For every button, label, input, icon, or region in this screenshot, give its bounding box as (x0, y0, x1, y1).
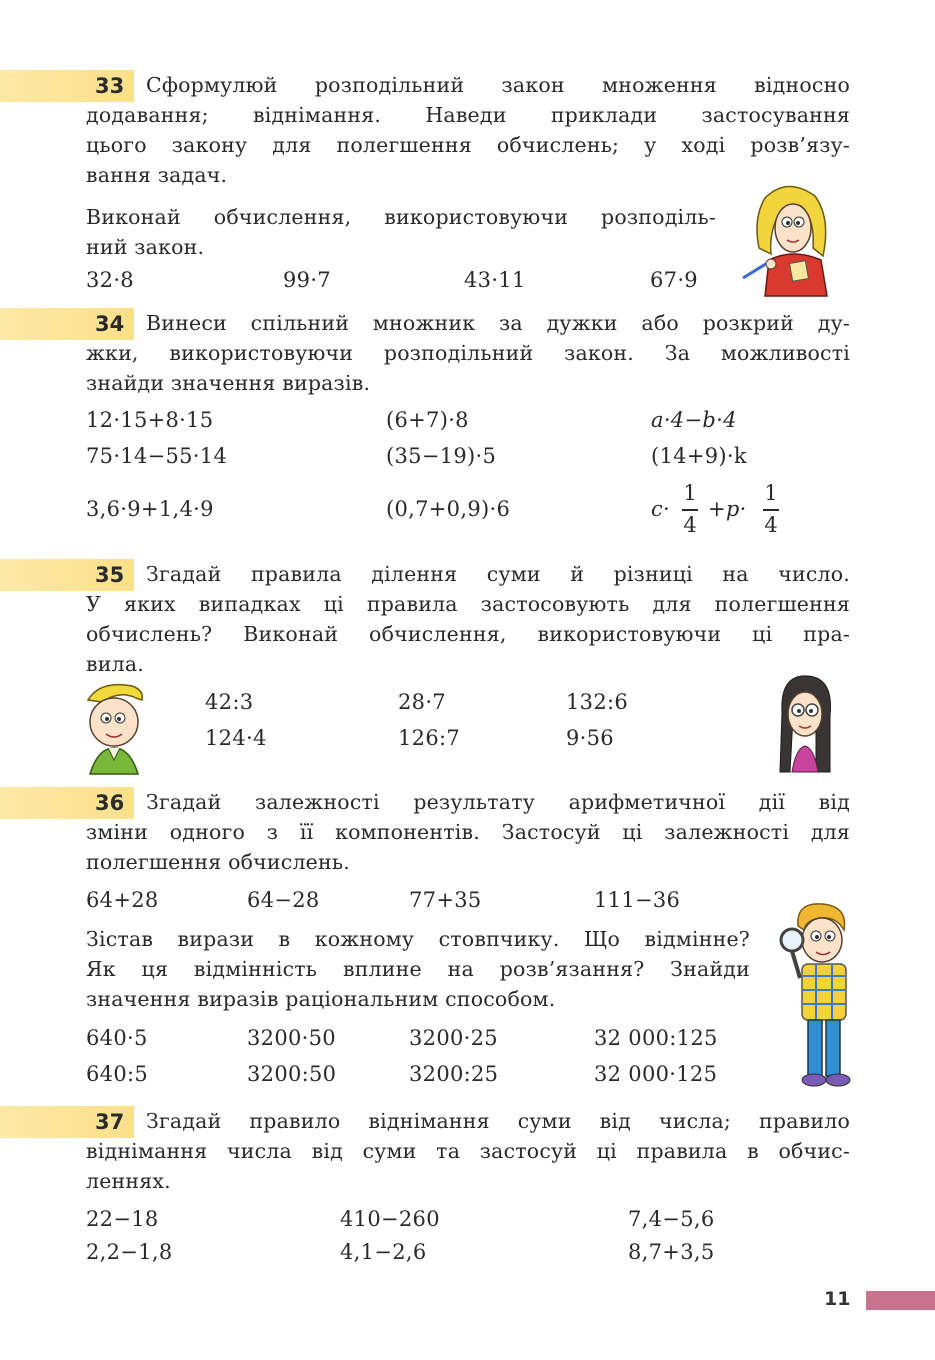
expr-36-4: 111−36 (594, 888, 681, 912)
frac-1-denominator: 4 (683, 513, 697, 537)
expr-35-6: 9·56 (566, 726, 614, 750)
boy-icon (80, 680, 150, 775)
task-36-sub-line-2: Як ця відмінність вплине на розв’язання? Знайди (86, 957, 750, 981)
expr2-36-1: 640·5 (86, 1026, 148, 1050)
expr-35-5: 126:7 (398, 726, 461, 750)
frac-1-bar (682, 509, 698, 511)
expr-34-4: 75·14−55·14 (86, 444, 228, 468)
frac-1-numerator: 1 (683, 481, 697, 505)
task-34-text-line-2: жки, використовуючи розподільний закон. За можливості (86, 341, 850, 365)
task-35-text-line-1: Згадай правила ділення суми й різниці на число. (146, 562, 850, 586)
task-36-text-line-2: зміни одного з її компонентів. Застосуй ці залежності для (86, 820, 850, 844)
expr-34-8: (0,7+0,9)·6 (386, 497, 511, 521)
expr-37-3: 7,4−5,6 (628, 1207, 715, 1231)
expr-35-4: 124·4 (205, 726, 267, 750)
task-33-sub-line-2: ний закон. (86, 235, 205, 259)
expr2-36-8: 32 000·125 (594, 1062, 718, 1086)
task-36-text-line-1: Згадай залежності результату арифметичної дії від (146, 790, 850, 814)
expr2-36-3: 3200·25 (409, 1026, 498, 1050)
task-35-text-line-4: вила. (86, 652, 144, 676)
task-33-text-line-4: вання задач. (86, 163, 228, 187)
task-33-sub-line-1: Виконай обчислення, використовуючи розподіль- (86, 205, 716, 229)
expr2-36-2: 3200·50 (247, 1026, 336, 1050)
task-number-35: 35 (95, 563, 125, 587)
task-37-text-line-2: віднімання числа від суми та застосуй ці правила в обчис- (86, 1139, 850, 1163)
task-34-text-line-1: Винеси спільний множник за дужки або розкрий ду- (146, 311, 850, 335)
expr-33-1: 32·8 (86, 268, 134, 292)
expr-36-3: 77+35 (409, 888, 482, 912)
expr-37-4: 2,2−1,8 (86, 1240, 173, 1264)
expr-37-6: 8,7+3,5 (628, 1240, 715, 1264)
expr2-36-4: 32 000:125 (594, 1026, 718, 1050)
frac-2-bar (763, 509, 779, 511)
expr2-36-5: 640:5 (86, 1062, 149, 1086)
frac-expr-c: c· (651, 497, 671, 521)
expr-33-2: 99·7 (283, 268, 331, 292)
task-34-text-line-3: знайди значення виразів. (86, 371, 371, 395)
expr-37-1: 22−18 (86, 1207, 159, 1231)
task-35-text-line-3: обчислень? Виконай обчислення, використовуючи ці пра- (86, 622, 850, 646)
expr-35-3: 132:6 (566, 690, 629, 714)
task-37-text-line-3: леннях. (86, 1169, 171, 1193)
expr-34-3: a·4−b·4 (651, 408, 737, 432)
expr-34-1: 12·15+8·15 (86, 408, 214, 432)
expr-35-1: 42:3 (205, 690, 254, 714)
task-36-sub-line-1: Зістав вирази в кожному стовпчику. Що відмінне? (86, 927, 750, 951)
expr-37-5: 4,1−2,6 (340, 1240, 427, 1264)
task-number-37: 37 (95, 1110, 125, 1134)
expr-34-5: (35−19)·5 (386, 444, 497, 468)
expr-36-2: 64−28 (247, 888, 320, 912)
expr-33-4: 67·9 (650, 268, 698, 292)
expr-37-2: 410−260 (340, 1207, 440, 1231)
girl-with-pen-icon (735, 178, 840, 298)
frac-2-numerator: 1 (764, 481, 778, 505)
page-number: 11 (824, 1288, 851, 1310)
expr-35-2: 28·7 (398, 690, 446, 714)
task-number-33: 33 (95, 74, 125, 98)
page-tab-bar (866, 1291, 935, 1310)
boy-with-magnifier-icon (776, 900, 858, 1092)
task-37-text-line-1: Згадай правило віднімання суми від числа; правило (146, 1109, 850, 1133)
task-33-text-line-2: додавання; віднімання. Наведи приклади застосування (86, 103, 850, 127)
expr-33-3: 43·11 (464, 268, 526, 292)
frac-expr-plus-p: +p· (708, 497, 747, 521)
expr-34-2: (6+7)·8 (386, 408, 469, 432)
expr-36-1: 64+28 (86, 888, 159, 912)
task-36-sub-line-3: значення виразів раціональним способом. (86, 987, 556, 1011)
girl-with-glasses-icon (770, 672, 840, 774)
expr2-36-7: 3200:25 (409, 1062, 499, 1086)
task-number-34: 34 (95, 312, 125, 336)
expr-34-6: (14+9)·k (651, 444, 747, 468)
frac-2-denominator: 4 (764, 513, 778, 537)
task-36-text-line-3: полегшення обчислень. (86, 850, 350, 874)
expr-34-7: 3,6·9+1,4·9 (86, 497, 214, 521)
task-35-text-line-2: У яких випадках ці правила застосовують для полегшення (86, 592, 850, 616)
task-33-text-line-1: Сформулюй розподільний закон множення відносно (146, 73, 850, 97)
task-33-text-line-3: цього закону для полегшення обчислень; у ході розв’язу- (86, 133, 850, 157)
task-number-36: 36 (95, 791, 125, 815)
expr2-36-6: 3200:50 (247, 1062, 337, 1086)
